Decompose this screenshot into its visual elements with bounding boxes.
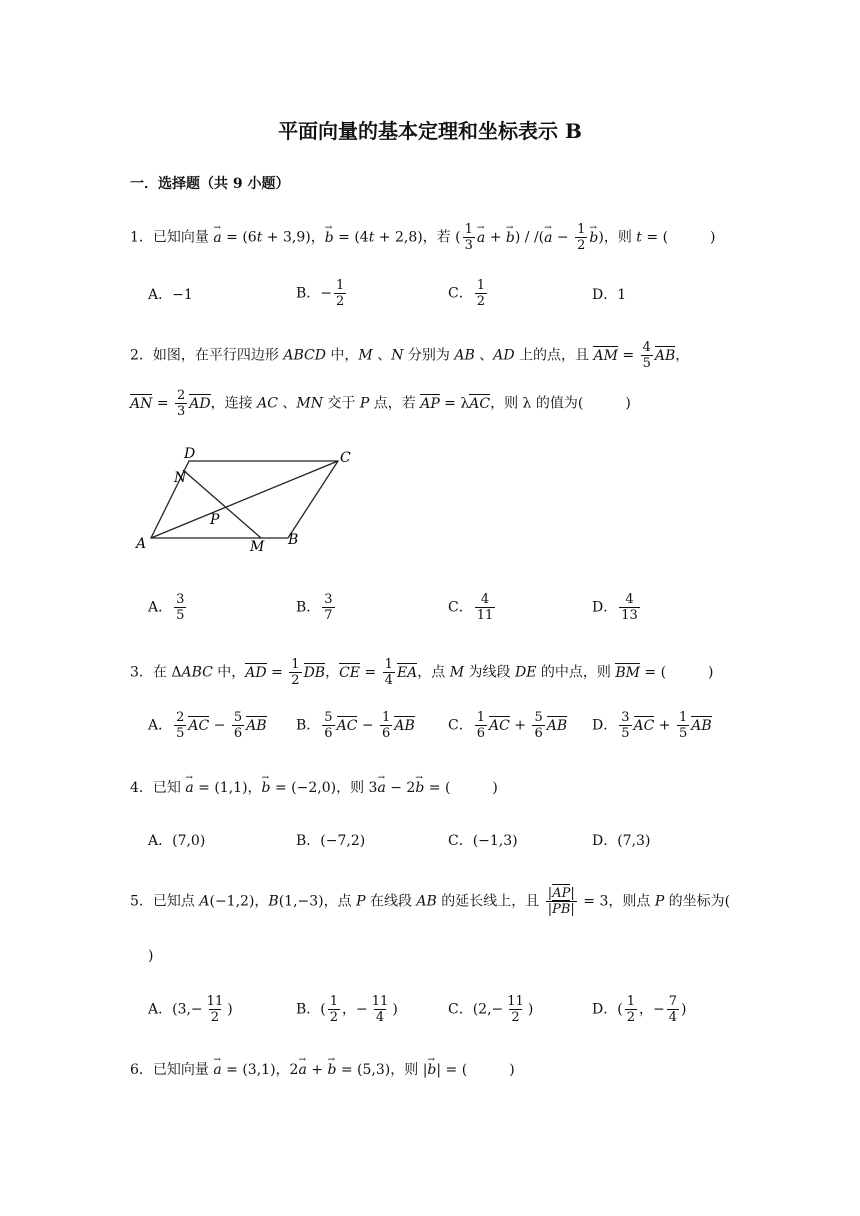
q2-option-b: B． $\frac{3}{7}$ [296,592,333,623]
question-5-stem-line-1: 5．已知点 A(−1,2)，B(1,−3)，点 P 在线段 AB 的延长线上，且 $\frac{|AP|}{|PB|}$ = 3，则点 P 的坐标为( [130,886,731,917]
q5-option-b: B．( $\frac{1}{2}$ ，− $\frac{11}{4}$ ) [296,994,398,1025]
q1-option-b: B．− $\frac{1}{2}$ [296,278,345,309]
section-heading: 一．选择题（共 9 小题） [130,176,290,192]
q1-option-c: C． $\frac{1}{2}$ [448,278,485,309]
question-2-stem-line-1: 2．如图，在平行四边形 ABCD 中，M 、N 分别为 AB 、AD 上的点，且 AM = $\frac{4}{5}$ AB， [130,340,690,371]
q2-option-a: A． $\frac{3}{5}$ [148,592,185,623]
page-title: 平面向量的基本定理和坐标表示 B [278,119,582,143]
q4-option-b: B．(−7,2) [296,833,366,849]
q5-option-a: A．(3,− $\frac{11}{2}$ ) [148,994,233,1025]
label-c: C [340,450,351,466]
label-d: D [184,446,196,462]
label-b: B [288,532,299,548]
question-2-stem-line-2: AN = $\frac{2}{3}$ AD，连接 AC 、MN 交于 P 点，若 AP = λAC，则 λ 的值为( ) [130,388,631,419]
question-5-stem-line-2: ) [148,948,154,964]
q1-option-a: A．−1 [148,287,193,303]
q2-option-d: D． $\frac{4}{13}$ [592,592,638,623]
q3-option-a: A． $\frac{2}{5}$ AC − $\frac{5}{6}$ AB [148,710,267,741]
q5-option-c: C．(2,− $\frac{11}{2}$ ) [448,994,534,1025]
question-1-stem: 1．已知向量 → a = (6t + 3,9)，→ b = (4t + 2,8)，若 ( $\frac{1}{3}$ → a + → b) / /(→ a − $\frac{1}{2}$ → b)，则 t = ( ) [130,222,716,253]
question-4-stem: 4．已知 → a = (1,1)，→ b = (−2,0)，则 3→ a − 2→ b = ( ) [130,778,498,798]
q4-option-a: A．(7,0) [148,833,206,849]
segment-mn [183,470,261,538]
q3-option-d: D． $\frac{3}{5}$ AC + $\frac{1}{5}$ AB [592,710,712,741]
label-m: M [250,539,265,555]
q2-option-c: C． $\frac{4}{11}$ [448,592,494,623]
label-a: A [136,536,147,552]
parallelogram-figure [128,440,368,560]
question-3-stem: 3．在 ΔABC 中，AD = $\frac{1}{2}$ DB，CE = $\frac{1}{4}$ EA，点 M 为线段 DE 的中点，则 BM = ( ) [130,657,714,688]
q4-option-c: C．(−1,3) [448,833,518,849]
q4-option-d: D．(7,3) [592,833,651,849]
q3-option-b: B． $\frac{5}{6}$ AC − $\frac{1}{6}$ AB [296,710,415,741]
q1-option-d: D．1 [592,287,627,303]
question-6-stem: 6．已知向量 → a = (3,1)，2→ a + → b = (5,3)，则 |→ b| = ( ) [130,1060,515,1080]
label-n: N [174,470,187,486]
label-p: P [210,512,220,528]
q3-option-c: C． $\frac{1}{6}$ AC + $\frac{5}{6}$ AB [448,710,568,741]
q5-option-d: D．( $\frac{1}{2}$ ，− $\frac{7}{4}$ ) [592,994,687,1025]
